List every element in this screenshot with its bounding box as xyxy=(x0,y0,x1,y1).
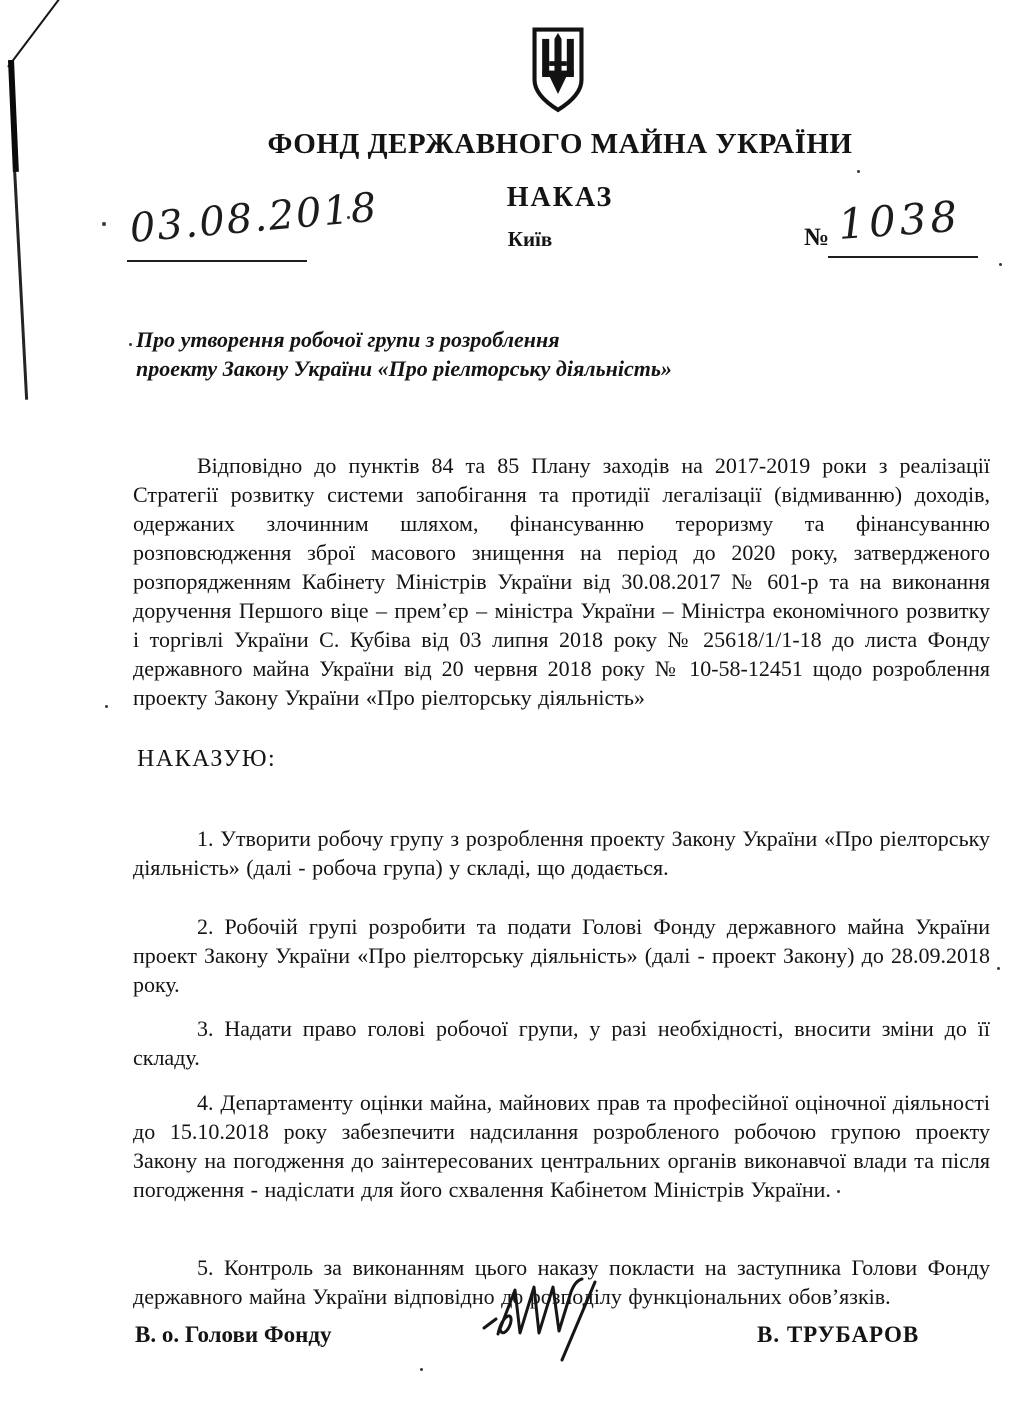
date-underline xyxy=(127,260,307,262)
preamble-paragraph: Відповідно до пунктів 84 та 85 Плану заходів на 2017-2019 роки з реалізації Стратегії розвитку системи запобігання та протидії легалізації (відмиванню) доходів, одержаних злочинним шляхом, фінансуванню тероризму та фінансуванню розповсюдження зброї масового знищення на період до 2020 року, затвердженого розпорядженням Кабінету Міністрів України від 30.08.2017 № 601-р та на виконання доручення Першого віце – прем’єр – міністра України – Міністра економічного розвитку і торгівлі України С. Кубіва від 03 липня 2018 року № 25618/1/1-18 до листа Фонду державного майна України від 20 червня 2018 року № 10-58-12451 щодо розроблення проекту Закону України «Про ріелторську діяльність» xyxy=(133,453,990,710)
order-item-2: 2. Робочій групі розробити та подати Голові Фонду державного майна України проект Закону України «Про ріелторську діяльність» (далі - проект Закону) до 28.09.2018 року. xyxy=(133,914,990,997)
scan-speck xyxy=(997,967,1000,970)
signer-position-title: В. о. Голови Фонду xyxy=(135,1322,332,1347)
scan-edge-line xyxy=(8,60,19,172)
handwritten-order-number: 1038 xyxy=(836,191,963,249)
scan-speck xyxy=(420,1368,423,1371)
signer-name: В. ТРУБАРОВ xyxy=(757,1322,920,1347)
order-word: НАКАЗУЮ: xyxy=(137,746,277,772)
scan-speck xyxy=(999,263,1002,266)
organization-name: ФОНД ДЕРЖАВНОГО МАЙНА УКРАЇНИ xyxy=(267,128,853,160)
order-item-3: 3. Надати право голові робочої групи, у разі необхідності, вносити зміни до її складу. xyxy=(133,1016,990,1070)
scan-fold-line xyxy=(7,0,63,68)
order-item-5: 5. Контроль за виконанням цього наказу покласти на заступника Голови Фонду державного майна України відповідно до розподілу функціональних обов’язків. xyxy=(133,1255,990,1309)
scan-speck xyxy=(129,343,132,346)
number-sign: № xyxy=(804,224,830,251)
scan-speck xyxy=(857,170,860,173)
number-underline xyxy=(828,256,978,258)
city-label: Київ xyxy=(507,227,553,251)
scan-speck xyxy=(102,222,106,226)
scan-speck xyxy=(105,705,108,708)
handwritten-date: 03.08.2018 xyxy=(127,184,381,252)
subject-line-2: проекту Закону України «Про ріелторську діяльність» xyxy=(136,356,672,381)
ukraine-trident-emblem-icon xyxy=(527,26,589,114)
handwritten-signature-icon xyxy=(478,1276,618,1376)
order-item-4: 4. Департаменту оцінки майна, майнових прав та професійної оціночної діяльності до 15.10.2018 року забезпечити надсилання розробленого робочою групою проекту Закону на погодження до заінтересованих центральних органів виконавчої влади та після погодження - надіслати для його схвалення Кабінетом Міністрів України. xyxy=(133,1090,990,1202)
order-item-1: 1. Утворити робочу групу з розроблення проекту Закону України «Про ріелторську діяльність» (далі - робоча група) у складі, що додається. xyxy=(133,826,990,880)
scan-edge-line xyxy=(13,168,28,400)
order-subject xyxy=(136,325,856,383)
subject-line-1: Про утворення робочої групи з розроблення xyxy=(136,327,560,352)
document-type-title: НАКАЗ xyxy=(506,182,614,213)
